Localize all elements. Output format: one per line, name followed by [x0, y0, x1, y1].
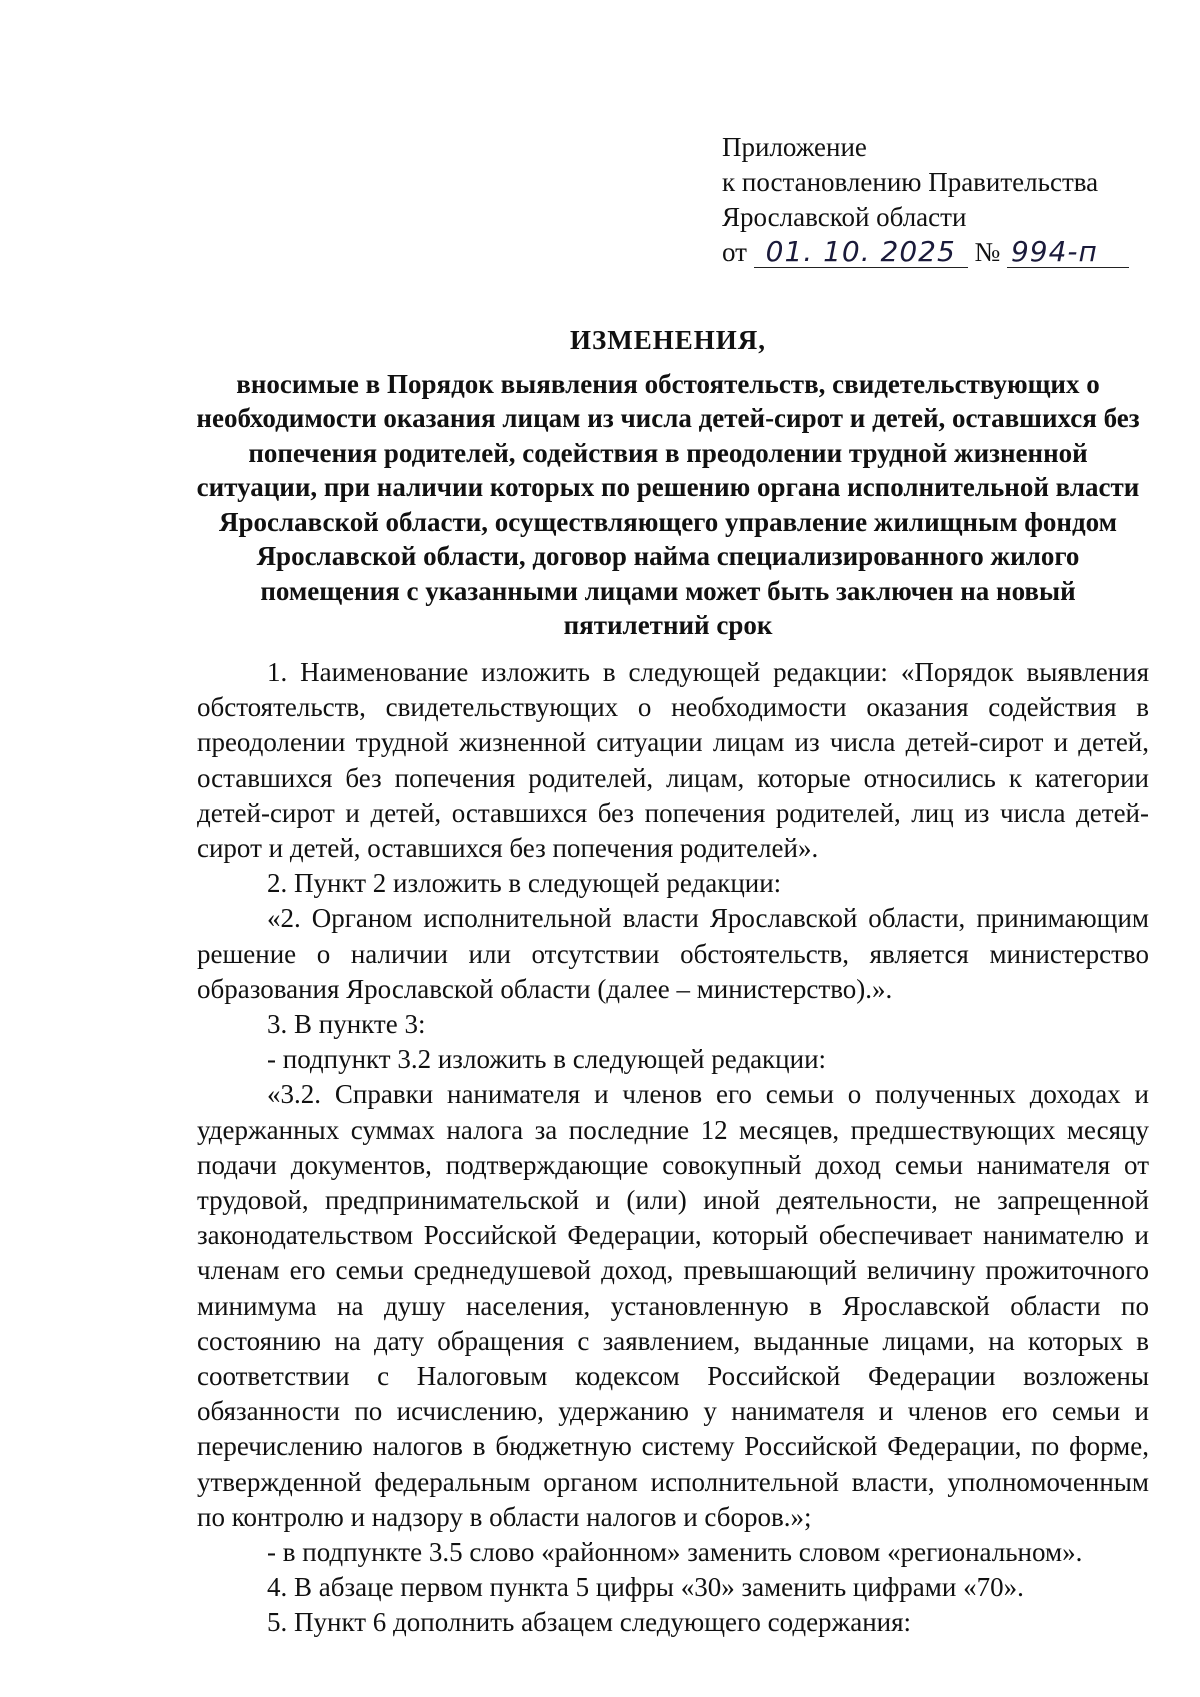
paragraph-3: «2. Органом исполнительной власти Ярославской области, принимающим решение о наличии или отсутствии обстоятельств, является министерство образования Ярославской области (далее – министерство).». [197, 903, 1149, 1004]
appendix-date-number-line [722, 235, 1162, 270]
paragraph-7: - в подпункте 3.5 слово «районном» заменить словом «региональном». [267, 1537, 1083, 1568]
paragraph-8: 4. В абзаце первом пункта 5 цифры «30» заменить цифрами «70». [267, 1572, 1024, 1603]
appendix-header [722, 130, 1162, 270]
number-prefix: № [974, 237, 1001, 267]
paragraph-4: 3. В пункте 3: [267, 1009, 426, 1040]
title-main: ИЗМЕНЕНИЯ, [569, 325, 766, 355]
appendix-line-1: Приложение [722, 132, 867, 162]
paragraph-1: 1. Наименование изложить в следующей редакции: «Порядок выявления обстоятельств, свидетельствующих о необходимости оказания содействия в преодолении трудной жизненной ситуации лицам из числа детей-сирот и детей, оставшихся без попечения родителей, лицам, которые относились к категории детей-сирот и детей, оставшихся без попечения родителей, лиц из числа детей-сирот и детей, оставшихся без попечения родителей». [197, 657, 1149, 864]
handwritten-number: 994-п [1007, 237, 1129, 268]
title-subtitle: вносимые в Порядок выявления обстоятельств, свидетельствующих о необходимости оказания лицам из числа детей-сирот и детей, оставшихся без попечения родителей, содействия в преодолении трудной жизненной ситуации, при наличии которых по решению органа исполнительной власти Ярославской области, осуществляющего управление жилищным фондом Ярославской области, договор найма специализированного жилого помещения с указанными лицами может быть заключен на новый пятилетний срок [196, 368, 1140, 640]
appendix-line-2: к постановлению Правительства [722, 167, 1099, 197]
handwritten-date: 01. 10. 2025 [754, 237, 968, 268]
date-prefix: от [722, 237, 747, 267]
document-title [188, 323, 1148, 643]
paragraph-6: «3.2. Справки нанимателя и членов его семьи о полученных доходах и удержанных суммах налога за последние 12 месяцев, предшествующих месяцу подачи документов, подтверждающие совокупный доход семьи нанимателя от трудовой, предпринимательской и (или) иной деятельности, не запрещенной законодательством Российской Федерации, который обеспечивает нанимателю и членам его семьи среднедушевой доход, превышающий величину прожиточного минимума на душу населения, установленную в Ярославской области по состоянию на дату обращения с заявлением, выданные лицами, на которых в соответствии с Налоговым кодексом Российской Федерации возложены обязанности по исчислению, удержанию у нанимателя и членов его семьи и перечислению налогов в бюджетную систему Российской Федерации, по форме, утвержденной федеральным органом исполнительной власти, уполномоченным по контролю и надзору в области налогов и сборов.»; [197, 1079, 1149, 1532]
document-body [197, 655, 1149, 1641]
appendix-line-3: Ярославской области [722, 202, 967, 232]
paragraph-9: 5. Пункт 6 дополнить абзацем следующего содержания: [267, 1607, 912, 1638]
paragraph-2: 2. Пункт 2 изложить в следующей редакции: [267, 868, 782, 899]
paragraph-5: - подпункт 3.2 изложить в следующей редакции: [267, 1044, 827, 1075]
